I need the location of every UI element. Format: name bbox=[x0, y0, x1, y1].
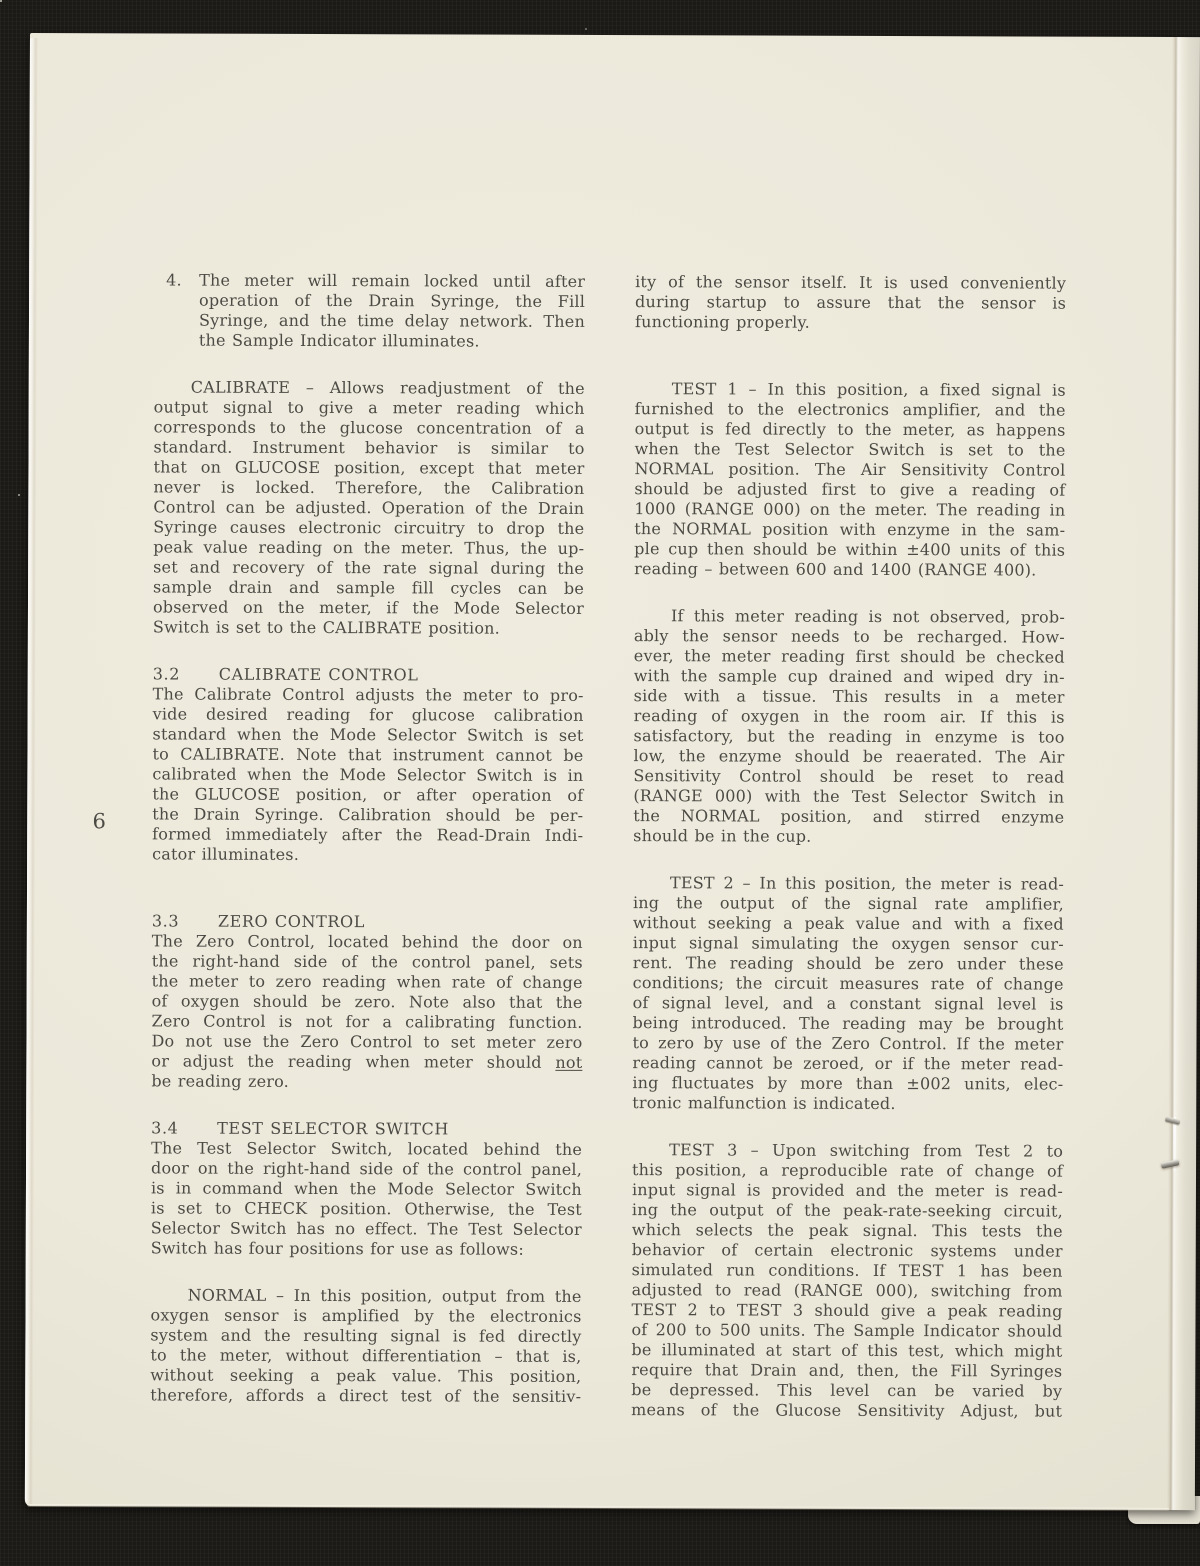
text-line: reading of oxygen in the room air. If this is bbox=[633, 706, 1065, 727]
section-heading bbox=[153, 664, 584, 686]
page-number: 6 bbox=[92, 809, 106, 834]
text-line: be depressed. This level can be varied by bbox=[631, 1380, 1063, 1401]
section-3.2 bbox=[152, 664, 584, 866]
text-line: should be adjusted first to give a reading of bbox=[634, 479, 1066, 500]
paragraph bbox=[631, 1140, 1063, 1422]
section-number: 3.2 bbox=[152, 664, 181, 684]
paragraph bbox=[153, 377, 585, 639]
text-line: Sensitivity Control should be reset to read bbox=[633, 766, 1065, 787]
text-line: sample drain and sample fill cycles can be bbox=[153, 577, 585, 598]
text-line: peak value reading on the meter. Thus, the up- bbox=[153, 537, 585, 558]
text-line: which selects the peak signal. This tests the bbox=[631, 1220, 1063, 1241]
text-line: formed immediately after the Read-Drain Indi- bbox=[152, 824, 584, 845]
text-line: The Calibrate Control adjusts the meter to pro- bbox=[152, 684, 584, 705]
text-line: input signal simulating the oxygen sensor cur- bbox=[632, 933, 1064, 954]
text-line: be reading zero. bbox=[151, 1071, 290, 1091]
text-line: be illuminated at start of this test, which might bbox=[631, 1340, 1063, 1361]
paper-bottom-edge bbox=[27, 1504, 1169, 1511]
text-line: furnished to the electronics amplifier, and the bbox=[634, 399, 1066, 420]
text-line: The meter will remain locked until after bbox=[199, 270, 586, 291]
text-line: ably the sensor needs to be recharged. How- bbox=[633, 626, 1065, 647]
numbered-list-item bbox=[154, 270, 585, 352]
text-line: side with a tissue. This results in a meter bbox=[633, 686, 1065, 707]
left-text-column bbox=[150, 270, 585, 1406]
text-line: operation of the Drain Syringe, the Fill bbox=[199, 290, 586, 311]
text-line: Switch is set to the CALIBRATE position. bbox=[152, 617, 501, 638]
text-line: Control can be adjusted. Operation of the Drain bbox=[153, 497, 585, 518]
text-line: corresponds to the glucose concentration of a bbox=[153, 417, 585, 438]
text-line: require that Drain and, then, the Fill Syringes bbox=[631, 1360, 1063, 1381]
text-line: system and the resulting signal is fed directly bbox=[150, 1325, 582, 1346]
manual-page bbox=[25, 33, 1200, 1510]
text-line: to the meter, without differentiation – that is, bbox=[150, 1345, 582, 1366]
text-line: of 200 to 500 units. The Sample Indicator should bbox=[631, 1320, 1063, 1341]
text-line: observed on the meter, if the Mode Selector bbox=[152, 597, 585, 618]
section-number: 3.4 bbox=[151, 1118, 179, 1138]
paragraph bbox=[634, 379, 1066, 581]
text-line: behavior of certain electronic systems under bbox=[631, 1240, 1063, 1261]
text-line: of signal level, and a constant signal level is bbox=[632, 993, 1064, 1014]
text-line: satisfactory, but the reading in enzyme is too bbox=[633, 726, 1065, 747]
text-line: during startup to assure that the sensor is bbox=[635, 292, 1067, 313]
text-line: calibrated when the Mode Selector Switch is in bbox=[152, 764, 584, 785]
text-line: output is fed directly to the meter, as happens bbox=[634, 419, 1066, 440]
text-line: the right-hand side of the control panel, sets bbox=[151, 951, 583, 972]
text-line: tronic malfunction is indicated. bbox=[632, 1093, 896, 1114]
section-3.3 bbox=[151, 911, 583, 1093]
text-line: ing fluctuates by more than ±002 units, elec- bbox=[632, 1073, 1064, 1094]
text-line: adjusted to read (RANGE 000), switching from bbox=[631, 1280, 1063, 1301]
list-item-marker: 4. bbox=[166, 270, 182, 290]
text-line: rent. The reading should be zero under these bbox=[632, 953, 1064, 974]
text-line: the Sample Indicator illuminates. bbox=[198, 330, 480, 351]
text-line: never is locked. Therefore, the Calibration bbox=[153, 477, 585, 498]
text-line: or adjust the reading when meter should not bbox=[151, 1051, 583, 1072]
paragraph bbox=[150, 1285, 581, 1407]
text-line: ple cup then should be within ±400 units of this bbox=[634, 539, 1066, 560]
text-line: TEST 3 – Upon switching from Test 2 to bbox=[669, 1140, 1064, 1161]
section-heading bbox=[152, 911, 583, 933]
text-line: ing the output of the signal rate amplifier, bbox=[632, 893, 1064, 914]
dust-specks bbox=[0, 0, 2, 2]
text-line: oxygen sensor is amplified by the electronics bbox=[150, 1305, 582, 1326]
text-line: ity of the sensor itself. It is used conveniently bbox=[635, 272, 1067, 293]
page-fold bbox=[1167, 37, 1200, 1510]
text-line: standard. Instrument behavior is similar to bbox=[153, 437, 585, 458]
section-number: 3.3 bbox=[151, 911, 180, 931]
text-line: If this meter reading is not observed, prob- bbox=[670, 606, 1066, 627]
text-line: the meter to zero reading when rate of change bbox=[151, 971, 583, 992]
paragraph bbox=[635, 272, 1066, 334]
text-line: of oxygen should be zero. Note also that the bbox=[151, 991, 583, 1012]
text-line: Zero Control is not for a calibrating function. bbox=[151, 1011, 583, 1032]
text-line: ing the output of the peak-rate-seeking circuit, bbox=[631, 1200, 1063, 1221]
text-line: Switch has four positions for use as follows: bbox=[150, 1238, 524, 1259]
text-line: means of the Glucose Sensitivity Adjust, but bbox=[631, 1400, 1063, 1421]
text-line: Do not use the Zero Control to set meter zero bbox=[151, 1031, 583, 1052]
right-text-column bbox=[631, 272, 1066, 1421]
text-line: reading – between 600 and 1400 (RANGE 400). bbox=[634, 559, 1037, 580]
section-3.4 bbox=[151, 1118, 582, 1260]
text-line: should be in the cup. bbox=[633, 826, 812, 846]
text-line: without seeking a peak value. This position, bbox=[150, 1365, 582, 1386]
text-line: the GLUCOSE position, or after operation of bbox=[152, 784, 584, 805]
text-line: Selector Switch has no effect. The Test Selector bbox=[150, 1218, 582, 1239]
paragraph bbox=[633, 606, 1065, 848]
text-line: conditions; the circuit measures rate of change bbox=[632, 973, 1064, 994]
text-line: the NORMAL position, and stirred enzyme bbox=[633, 806, 1065, 827]
text-line: ever, the meter reading first should be checked bbox=[633, 646, 1065, 667]
section-title: ZERO CONTROL bbox=[217, 911, 366, 932]
text-line: standard when the Mode Selector Switch is set bbox=[152, 724, 584, 745]
text-line: that on GLUCOSE position, except that meter bbox=[153, 457, 585, 478]
text-line: TEST 2 – In this position, the meter is read- bbox=[670, 873, 1065, 894]
text-line: to zero by use of the Zero Control. If the meter bbox=[632, 1033, 1064, 1054]
text-line: TEST 1 – In this position, a fixed signal is bbox=[671, 379, 1066, 400]
text-line: without seeking a peak value and with a fixed bbox=[632, 913, 1064, 934]
text-line: NORMAL position. The Air Sensitivity Control bbox=[634, 459, 1066, 480]
section-heading bbox=[151, 1118, 582, 1140]
text-line: the Drain Syringe. Calibration should be per- bbox=[152, 804, 584, 825]
text-line: vide desired reading for glucose calibration bbox=[152, 704, 584, 725]
text-line: therefore, affords a direct test of the sensitiv- bbox=[150, 1385, 582, 1406]
text-line: Syringe, and the time delay network. Then bbox=[198, 310, 586, 331]
text-line: input signal is provided and the meter is read- bbox=[631, 1180, 1063, 1201]
section-title: TEST SELECTOR SWITCH bbox=[217, 1118, 449, 1139]
text-line: cator illuminates. bbox=[152, 844, 300, 864]
text-line: The Zero Control, located behind the door on bbox=[151, 931, 583, 952]
text-line: functioning properly. bbox=[634, 312, 810, 332]
text-line: set and recovery of the rate signal during the bbox=[153, 557, 585, 578]
text-line: CALIBRATE – Allows readjustment of the bbox=[190, 377, 585, 398]
text-line: to CALIBRATE. Note that instrument cannot be bbox=[152, 744, 584, 765]
text-line: TEST 2 to TEST 3 should give a peak reading bbox=[631, 1300, 1063, 1321]
text-line: with the sample cup drained and wiped dry in- bbox=[633, 666, 1065, 687]
text-line: (RANGE 000) with the Test Selector Switch in bbox=[633, 786, 1065, 807]
text-line: is set to CHECK position. Otherwise, the Test bbox=[150, 1198, 582, 1219]
section-title: CALIBRATE CONTROL bbox=[218, 664, 419, 685]
text-line: NORMAL – In this position, output from the bbox=[187, 1285, 582, 1306]
text-line: output signal to give a meter reading which bbox=[153, 397, 585, 418]
text-line: door on the right-hand side of the control panel, bbox=[151, 1158, 583, 1179]
text-line: the NORMAL position with enzyme in the sam- bbox=[634, 519, 1066, 540]
text-line: Syringe causes electronic circuitry to drop the bbox=[153, 517, 585, 538]
paragraph bbox=[632, 873, 1064, 1115]
text-line: The Test Selector Switch, located behind the bbox=[151, 1138, 583, 1159]
text-line: is in command when the Mode Selector Switch bbox=[150, 1178, 582, 1199]
text-line: reading cannot be zeroed, or if the meter read- bbox=[632, 1053, 1064, 1074]
text-line: when the Test Selector Switch is set to the bbox=[634, 439, 1066, 460]
text-line: being introduced. The reading may be brought bbox=[632, 1013, 1064, 1034]
text-line: simulated run conditions. If TEST 1 has been bbox=[631, 1260, 1063, 1281]
text-line: this position, a reproducible rate of change of bbox=[632, 1160, 1064, 1181]
text-line: low, the enzyme should be reaerated. The Air bbox=[633, 746, 1065, 767]
text-line: 1000 (RANGE 000) on the meter. The reading in bbox=[634, 499, 1066, 520]
